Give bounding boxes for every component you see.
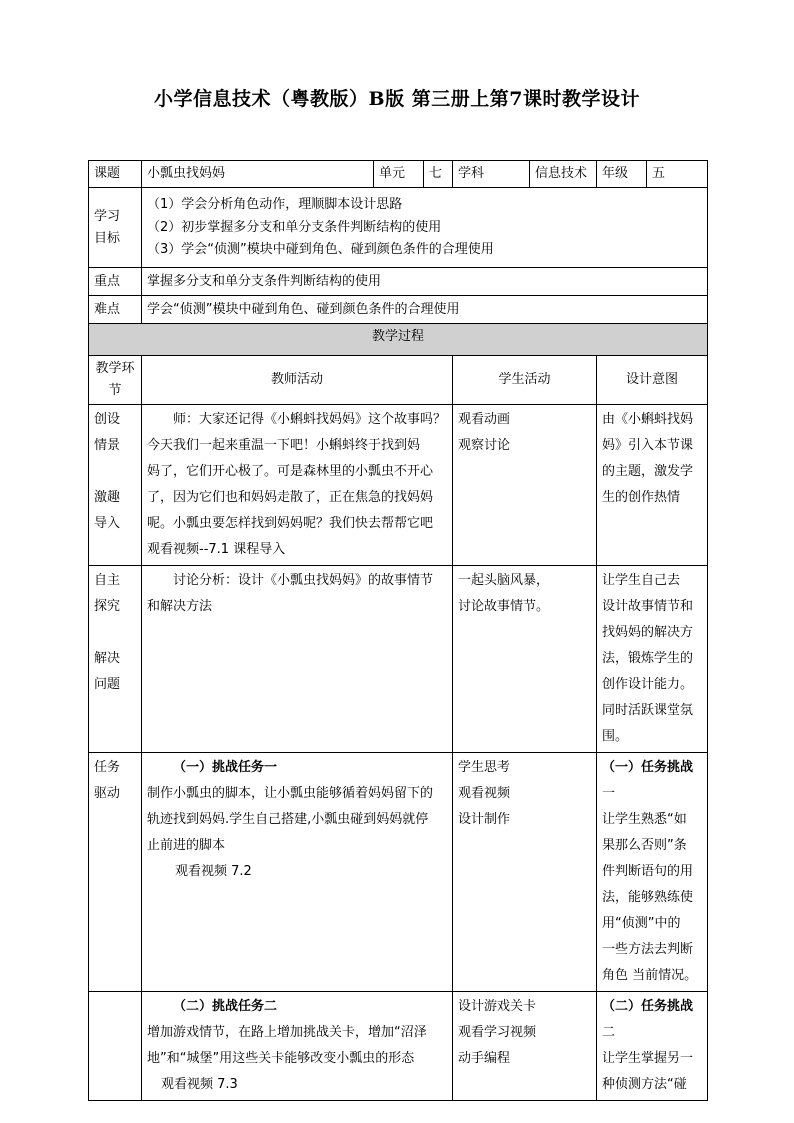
task-title: （一）挑战任务一 <box>173 760 278 776</box>
teacher-activity: （二）挑战任务二 增加游戏情节，在路上增加挑战关卡，增加“沼泽 地”和“城堡”用这些关卡能够改变小瓢虫的形态 观看视频 7.3 <box>142 992 453 1101</box>
stage-label: 自主 探究 解决 问题 <box>89 566 142 753</box>
stage-label: 任务 驱动 <box>89 753 142 992</box>
task-title: （二）挑战任务二 <box>173 999 278 1015</box>
objectives-row <box>89 188 708 268</box>
col-student-header: 学生活动 <box>453 356 597 405</box>
design-intent: 让学生自己去 设计故事情节和 找妈妈的解决方 法，锻炼学生的 创作设计能力。 同时活跃课堂氛 围。 <box>597 566 708 753</box>
process-band-row <box>89 324 708 356</box>
teacher-activity: （一）挑战任务一 制作小瓢虫的脚本，让小瓢虫能够循着妈妈留下的 轨迹找到妈妈.学生自己搭建,小瓢虫碰到妈妈就停 止前进的脚本 观看视频 7.2 <box>142 753 453 992</box>
design-intent: 由《小蝌蚪找妈 妈》引入本节课 的主题，激发学 生的创作热情 <box>597 405 708 566</box>
col-stage-header: 教学环节 <box>89 356 142 405</box>
key-point-label: 重点 <box>89 268 142 296</box>
process-band-title: 教学过程 <box>89 324 708 356</box>
objective-item: （2）初步掌握多分支和单分支条件判断结构的使用 <box>147 219 442 235</box>
subject-label: 学科 <box>453 161 530 188</box>
difficulty-label: 难点 <box>89 296 142 324</box>
stage-label: 创设 情景 激趣 导入 <box>89 405 142 566</box>
grade-value: 五 <box>647 161 708 188</box>
difficulty-row <box>89 296 708 324</box>
topic-value: 小瓢虫找妈妈 <box>142 161 374 188</box>
intent-title: （二）任务挑战 <box>602 999 694 1015</box>
col-intent-header: 设计意图 <box>597 356 708 405</box>
objectives-label: 学习 目标 <box>89 188 142 268</box>
key-point-value: 掌握多分支和单分支条件判断结构的使用 <box>142 268 708 296</box>
design-intent: （一）任务挑战 一 让学生熟悉“如 果那么否则”条 件判断语句的用 法，能够熟练使 用“侦测”中的 一些方法去判断 角色 当前情况。 <box>597 753 708 992</box>
student-activity: 学生思考 观看视频 设计制作 <box>453 753 597 992</box>
grade-label: 年级 <box>597 161 647 188</box>
difficulty-value: 学会“侦测”模块中碰到角色、碰到颜色条件的合理使用 <box>142 296 708 324</box>
topic-label: 课题 <box>89 161 142 188</box>
stage-row <box>89 753 708 992</box>
teacher-activity: 讨论分析：设计《小瓢虫找妈妈》的故事情节 和解决方法 <box>142 566 453 753</box>
header-row <box>89 161 708 188</box>
objectives-list <box>142 188 708 268</box>
document-title: 小学信息技术（粤教版）B版 第三册上第7课时教学设计 <box>154 88 640 110</box>
stage-row <box>89 405 708 566</box>
stage-row <box>89 566 708 753</box>
teacher-activity: 师：大家还记得《小蝌蚪找妈妈》这个故事吗？ 今天我们一起来重温一下吧！小蝌蚪终于找到妈 妈了，它们开心极了。可是森林里的小瓢虫不开心 了，因为它们也和妈妈走散了，正在焦急的找妈妈 呢。小瓢虫要怎样找到妈妈呢？我们快去帮帮它吧 观看视频--7.1 课程导入 <box>142 405 453 566</box>
intent-title: （一）任务挑战 <box>602 760 694 776</box>
objective-item: （3）学会“侦测”模块中碰到角色、碰到颜色条件的合理使用 <box>147 241 494 257</box>
col-teacher-header: 教师活动 <box>142 356 453 405</box>
process-header-row <box>89 356 708 405</box>
key-point-row <box>89 268 708 296</box>
objective-item: （1）学会分析角色动作，理顺脚本设计思路 <box>147 197 403 213</box>
student-activity: 一起头脑风暴， 讨论故事情节。 <box>453 566 597 753</box>
stage-label <box>89 992 142 1101</box>
student-activity: 设计游戏关卡 观看学习视频 动手编程 <box>453 992 597 1101</box>
student-activity: 观看动画 观察讨论 <box>453 405 597 566</box>
stage-row <box>89 992 708 1101</box>
unit-value: 七 <box>424 161 453 188</box>
unit-label: 单元 <box>374 161 424 188</box>
design-intent: （二）任务挑战 二 让学生掌握另一 种侦测方法“碰 <box>597 992 708 1101</box>
subject-value: 信息技术 <box>530 161 597 188</box>
lesson-plan-table <box>88 160 708 1101</box>
